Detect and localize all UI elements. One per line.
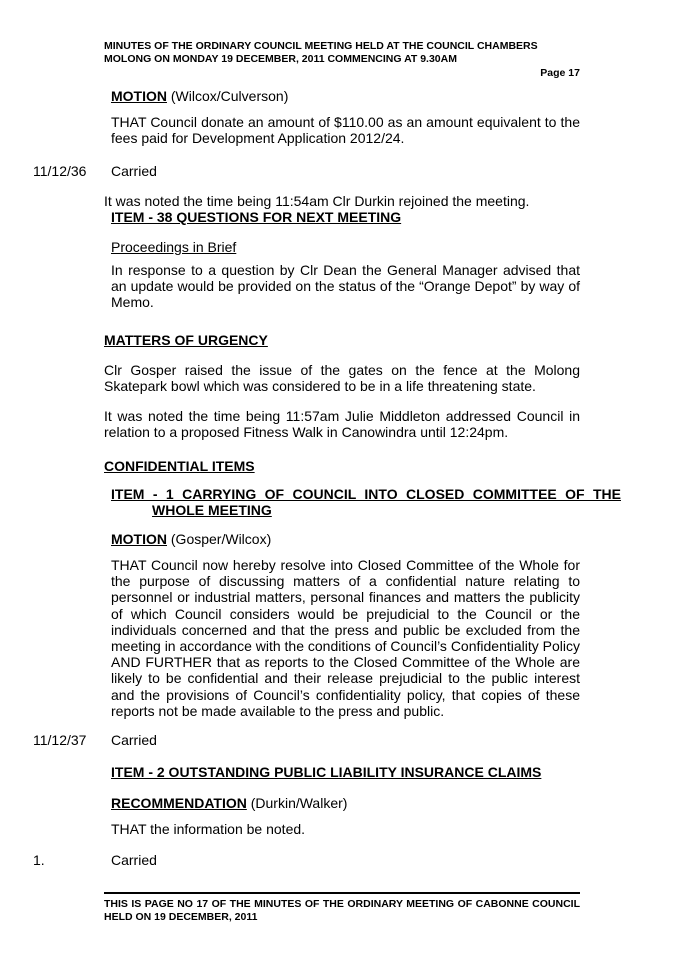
header-line-1: MINUTES OF THE ORDINARY COUNCIL MEETING HELD AT THE COUNCIL CHAMBERS: [104, 40, 538, 52]
item-1-title: ITEM - 1 CARRYING OF COUNCIL INTO CLOSED COMMITTEE OF THE WHOLE MEETING: [111, 486, 621, 519]
item-38-text: In response to a question by Clr Dean the General Manager advised that an update would be provided on the status of the “Orange Depot” by way of Memo.: [111, 262, 580, 311]
page-header: [104, 40, 580, 66]
page-footer: THIS IS PAGE NO 17 OF THE MINUTES OF THE ORDINARY MEETING OF CABONNE COUNCIL HELD ON 19 DECEMBER, 2011: [104, 898, 580, 923]
resolution-ref: 1.: [33, 852, 45, 868]
motion-2-text: THAT Council now hereby resolve into Closed Committee of the Whole for the purpose of discussing matters of a confidential nature relating to personnel or industrial matters, personal finances and matters the publicity of which Council considers would be prejudicial to the Council or the individuals concerned and that the press and public be excluded from the meeting in accordance with the conditions of Council’s Confidentiality Policy AND FURTHER that as reports to the Closed Committee of the Whole are likely to be confidential and their release prejudicial to the public interest and the provisions of Council’s confidentiality policy, that copies of these reports not be made available to the press and public.: [111, 557, 580, 719]
motion-movers: (Wilcox/Culverson): [167, 88, 289, 104]
resolution-ref: 11/12/37: [33, 732, 87, 748]
item-38-subheading: Proceedings in Brief: [111, 239, 237, 255]
urgency-title: MATTERS OF URGENCY: [104, 332, 268, 348]
motion-movers: (Gosper/Wilcox): [167, 531, 272, 547]
urgency-paragraph-2: It was noted the time being 11:57am Julie Middleton addressed Council in relation to a proposed Fitness Walk in Canowindra until 12:24pm.: [104, 408, 580, 441]
motion-2-heading: [111, 531, 580, 547]
confidential-title: CONFIDENTIAL ITEMS: [104, 458, 255, 474]
resolution-ref: 11/12/36: [33, 163, 87, 179]
recommendation-heading: [111, 795, 580, 811]
footer-rule: [104, 892, 580, 894]
resolution-status: Carried: [111, 163, 157, 179]
page-number: Page 17: [540, 67, 580, 79]
urgency-paragraph-1: Clr Gosper raised the issue of the gates on the fence at the Molong Skatepark bowl which was considered to be in a life threatening state.: [104, 362, 580, 395]
item-2-title: ITEM - 2 OUTSTANDING PUBLIC LIABILITY INSURANCE CLAIMS: [111, 764, 542, 780]
header-line-2: MOLONG ON MONDAY 19 DECEMBER, 2011 COMMENCING AT 9.30AM: [104, 53, 457, 65]
item-38-title: ITEM - 38 QUESTIONS FOR NEXT MEETING: [111, 209, 402, 225]
recommendation-label: RECOMMENDATION: [111, 795, 247, 811]
motion-1-heading: [111, 88, 580, 104]
motion-label: MOTION: [111, 531, 167, 547]
motion-label: MOTION: [111, 88, 167, 104]
resolution-status: Carried: [111, 852, 157, 868]
recommendation-movers: (Durkin/Walker): [246, 795, 348, 811]
resolution-status: Carried: [111, 732, 157, 748]
motion-1-text: THAT Council donate an amount of $110.00 as an amount equivalent to the fees paid for Development Application 2012/24.: [111, 114, 580, 147]
note-durkin: It was noted the time being 11:54am Clr Durkin rejoined the meeting.: [104, 193, 530, 209]
recommendation-text: THAT the information be noted.: [111, 821, 306, 837]
